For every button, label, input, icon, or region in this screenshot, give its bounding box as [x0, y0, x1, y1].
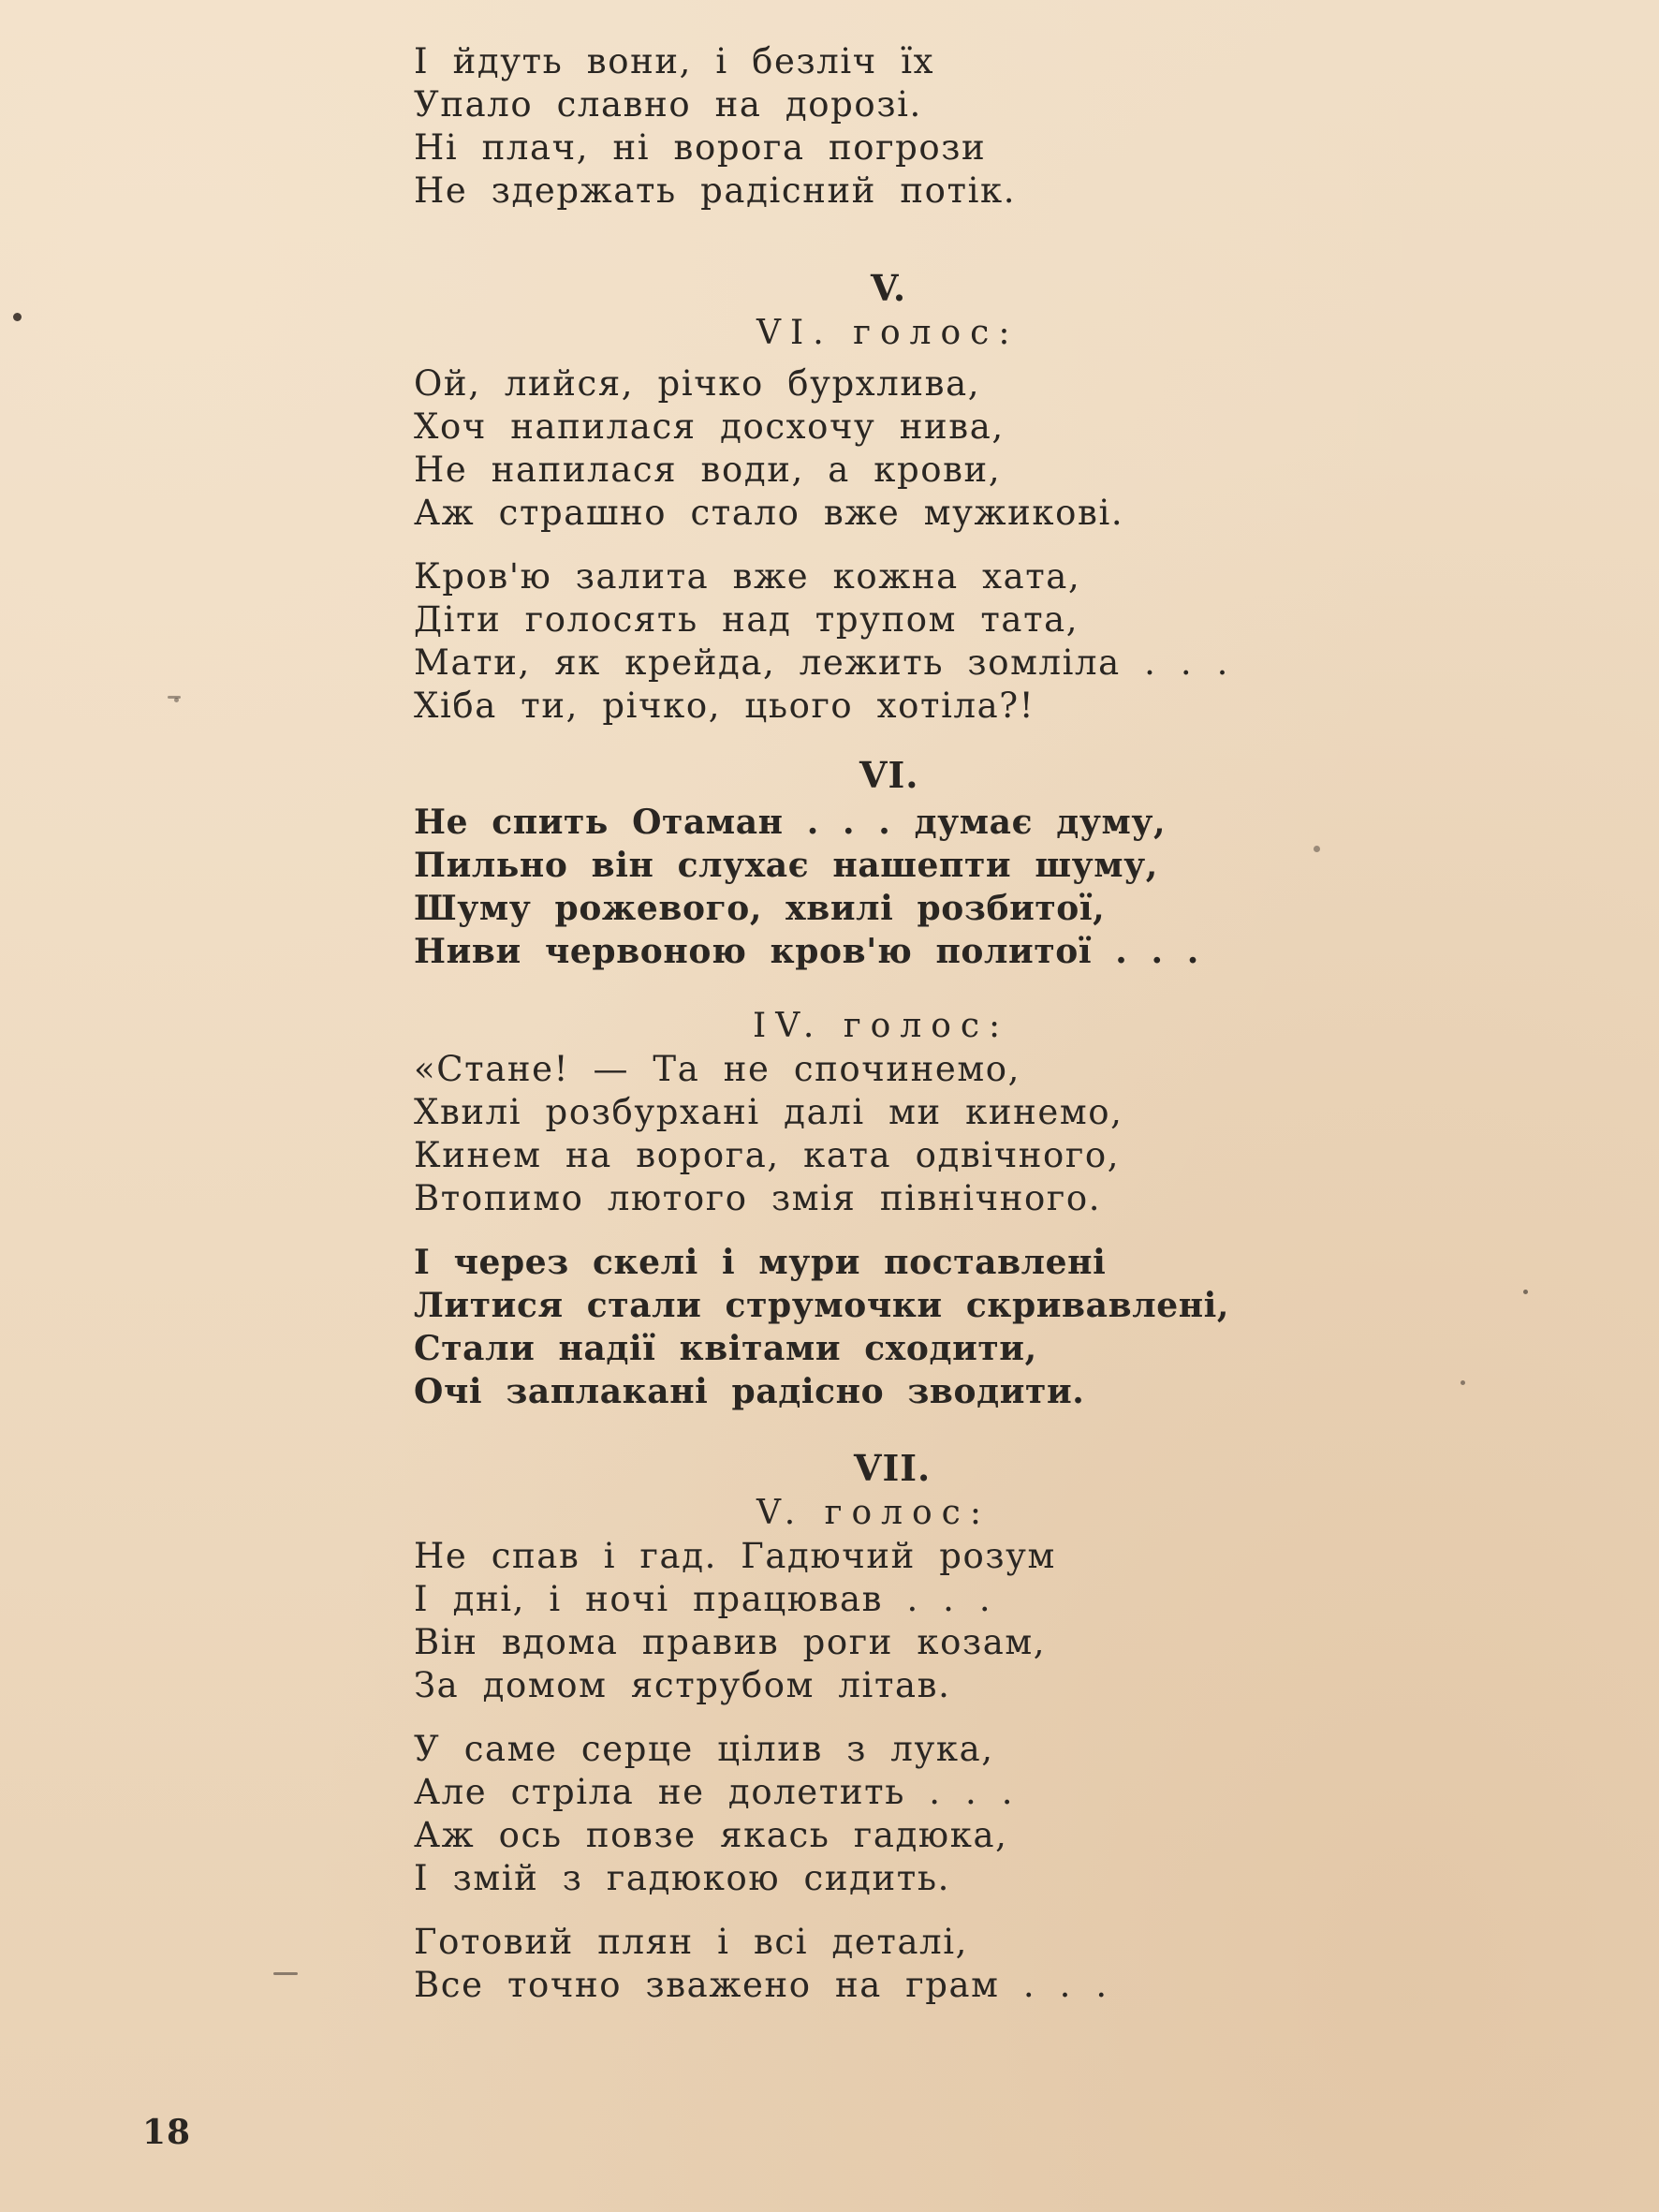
verse-line: Стали надії квітами сходити, — [414, 1329, 1037, 1368]
poem-text — [414, 40, 1350, 2028]
verse-line: У саме серце цілив з лука, — [414, 1729, 994, 1769]
stanza — [414, 801, 1350, 973]
voice-label: IV. голос: — [753, 1007, 1010, 1045]
stanza — [414, 1921, 1350, 2007]
stanza — [414, 1728, 1350, 1900]
verse-line: Не напилася води, а крови, — [414, 450, 1002, 490]
verse-line: Не здержать радісний потік. — [414, 170, 1017, 211]
verse-line: Кинем на ворога, ката одвічного, — [414, 1135, 1121, 1175]
verse-line: Аж ось повзе якась гадюка, — [414, 1815, 1008, 1855]
verse-line: Ниви червоною кров'ю политої . . . — [414, 932, 1199, 971]
paper-speck — [1461, 1380, 1465, 1385]
section-heading: VI. — [859, 754, 919, 796]
stanza — [414, 1048, 1350, 1220]
verse-line: Шуму рожевого, хвилі розбитої, — [414, 889, 1106, 928]
verse-line: Але стріла не долетить . . . — [414, 1772, 1015, 1812]
verse-line: За домом яструбом літав. — [414, 1665, 951, 1705]
verse-line: Упало славно на дорозі. — [414, 84, 922, 125]
verse-line: Не спав і гад. Гадючий розум — [414, 1536, 1056, 1576]
verse-line: Очі заплакані радісно зводити. — [414, 1372, 1085, 1411]
verse-line: І дні, і ночі працював . . . — [414, 1579, 992, 1619]
verse-line: І через скелі і мури поставлені — [414, 1243, 1107, 1282]
stanza — [414, 555, 1350, 728]
verse-line: І змій з гадюкою сидить. — [414, 1858, 950, 1898]
voice-label: V. голос: — [756, 1494, 991, 1532]
verse-line: Мати, як крейда, лежить зомліла . . . — [414, 642, 1229, 683]
verse-line: Втопимо лютого змія північного. — [414, 1178, 1102, 1218]
verse-line: Готовий плян і всі деталі, — [414, 1922, 969, 1962]
stanza-top — [414, 40, 1350, 213]
verse-line: Діти голосять над трупом тата, — [414, 599, 1079, 640]
verse-line: Хіба ти, річко, цього хотіла?! — [414, 686, 1035, 726]
paper-speck — [13, 313, 22, 321]
verse-line: Аж страшно стало вже мужикові. — [414, 493, 1124, 533]
verse-line: Він вдома правив роги козам, — [414, 1622, 1047, 1662]
paper-speck — [273, 1972, 298, 1975]
verse-line: Ой, лийся, річко бурхлива, — [414, 363, 981, 404]
section-heading: V. — [871, 267, 907, 309]
verse-line: Пильно він слухає нашепти шуму, — [414, 846, 1158, 885]
page-number: 18 — [142, 2113, 192, 2152]
verse-line: Ні плач, ні ворога погрози — [414, 127, 987, 168]
paper-speck — [1523, 1290, 1528, 1294]
verse-line: Хоч напилася досхочу нива, — [414, 406, 1005, 447]
paper-speck — [168, 696, 181, 699]
verse-line: Хвилі розбурхані далі ми кинемо, — [414, 1092, 1123, 1132]
verse-line: «Стане! — Та не спочинемо, — [414, 1049, 1020, 1089]
stanza — [414, 1241, 1350, 1413]
voice-label: VI. голос: — [756, 314, 1020, 352]
section-heading: VII. — [854, 1447, 932, 1489]
verse-line: І йдуть вони, і безліч їх — [414, 41, 935, 81]
paper-speck — [1314, 846, 1320, 852]
verse-line: Все точно зважено на грам . . . — [414, 1965, 1108, 2005]
verse-line: Кров'ю залита вже кожна хата, — [414, 556, 1081, 597]
stanza — [414, 1535, 1350, 1707]
verse-line: Не спить Отаман . . . думає думу, — [414, 803, 1167, 842]
stanza — [414, 362, 1350, 535]
verse-line: Литися стали струмочки скривавлені, — [414, 1286, 1230, 1325]
